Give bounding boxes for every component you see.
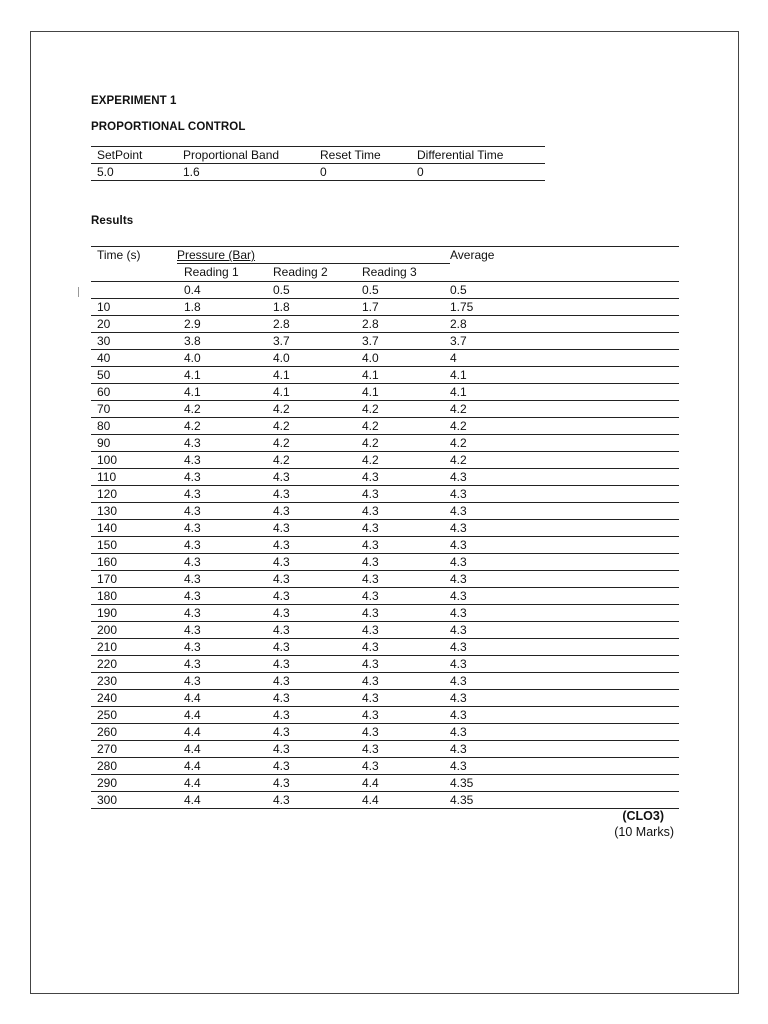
settings-table (91, 146, 545, 181)
time-cell: 140 (97, 521, 118, 535)
table-row (91, 724, 679, 741)
reading-1-cell: 4.4 (184, 742, 201, 756)
reading-2-cell: 4.3 (273, 640, 290, 654)
reading-1-cell: 4.1 (184, 368, 201, 382)
reading-1-header: Reading 1 (184, 265, 239, 279)
table-row (91, 316, 679, 333)
average-cell: 4.3 (450, 759, 467, 773)
average-cell: 4.2 (450, 436, 467, 450)
average-cell: 4.2 (450, 419, 467, 433)
reading-2-cell: 4.3 (273, 691, 290, 705)
average-cell: 4.3 (450, 521, 467, 535)
reading-3-cell: 4.3 (362, 487, 379, 501)
average-cell: 4.3 (450, 708, 467, 722)
average-cell: 4.3 (450, 691, 467, 705)
reading-3-cell: 4.3 (362, 708, 379, 722)
table-row (91, 350, 679, 367)
reading-2-cell: 4.3 (273, 504, 290, 518)
average-cell: 4.35 (450, 776, 474, 790)
table-row (91, 554, 679, 571)
reading-1-cell: 4.1 (184, 385, 201, 399)
reading-1-cell: 0.4 (184, 283, 201, 297)
reading-3-cell: 4.3 (362, 657, 379, 671)
time-cell: 250 (97, 708, 118, 722)
reading-3-cell: 4.2 (362, 436, 379, 450)
table-row (91, 537, 679, 554)
time-cell: 20 (97, 317, 111, 331)
reading-3-cell: 0.5 (362, 283, 379, 297)
reading-3-cell: 4.3 (362, 521, 379, 535)
reading-2-cell: 4.3 (273, 793, 290, 807)
time-cell: 90 (97, 436, 111, 450)
reading-2-cell: 1.8 (273, 300, 290, 314)
table-row (91, 605, 679, 622)
time-cell: 70 (97, 402, 111, 416)
reading-2-cell: 4.3 (273, 708, 290, 722)
reading-2-cell: 4.2 (273, 419, 290, 433)
reading-3-cell: 1.7 (362, 300, 379, 314)
time-cell: 180 (97, 589, 118, 603)
time-cell: 40 (97, 351, 111, 365)
time-cell: 120 (97, 487, 118, 501)
time-cell: 240 (97, 691, 118, 705)
reading-1-cell: 4.3 (184, 436, 201, 450)
reading-1-cell: 4.3 (184, 572, 201, 586)
reading-2-cell: 4.3 (273, 487, 290, 501)
reading-1-cell: 4.4 (184, 708, 201, 722)
average-cell: 4.3 (450, 623, 467, 637)
table-row (91, 588, 679, 605)
table-row (91, 469, 679, 486)
reading-1-cell: 4.4 (184, 691, 201, 705)
reading-2-cell: 3.7 (273, 334, 290, 348)
reading-1-cell: 4.3 (184, 640, 201, 654)
section-title: PROPORTIONAL CONTROL (91, 121, 246, 133)
average-cell: 0.5 (450, 283, 467, 297)
table-row (91, 401, 679, 418)
reading-1-cell: 4.4 (184, 793, 201, 807)
average-cell: 4.3 (450, 606, 467, 620)
reading-2-cell: 2.8 (273, 317, 290, 331)
reading-1-cell: 4.0 (184, 351, 201, 365)
reading-2-header: Reading 2 (273, 265, 328, 279)
results-header-row-2 (91, 264, 679, 282)
time-cell: 150 (97, 538, 118, 552)
results-body (91, 282, 679, 809)
table-row (91, 282, 679, 299)
table-row (91, 690, 679, 707)
average-cell: 1.75 (450, 300, 474, 314)
average-cell: 4.1 (450, 368, 467, 382)
time-cell: 60 (97, 385, 111, 399)
reading-1-cell: 4.4 (184, 725, 201, 739)
reading-2-cell: 4.3 (273, 555, 290, 569)
reading-2-cell: 4.1 (273, 368, 290, 382)
time-header: Time (s) (97, 248, 141, 262)
differential-time-value: 0 (417, 165, 424, 179)
time-cell: 30 (97, 334, 111, 348)
results-title: Results (91, 215, 134, 227)
differential-time-header: Differential Time (417, 148, 504, 162)
table-row (91, 775, 679, 792)
reading-2-cell: 4.2 (273, 436, 290, 450)
reset-time-header: Reset Time (320, 148, 381, 162)
proportional-band-header: Proportional Band (183, 148, 280, 162)
reading-3-cell: 4.3 (362, 589, 379, 603)
time-cell: 80 (97, 419, 111, 433)
table-row (91, 503, 679, 520)
average-cell: 4.3 (450, 572, 467, 586)
reading-1-cell: 4.4 (184, 776, 201, 790)
reading-2-cell: 4.3 (273, 674, 290, 688)
reading-1-cell: 4.4 (184, 759, 201, 773)
reading-2-cell: 4.3 (273, 538, 290, 552)
setpoint-value: 5.0 (97, 165, 114, 179)
reading-3-cell: 4.1 (362, 385, 379, 399)
reading-2-cell: 4.3 (273, 759, 290, 773)
reading-3-cell: 2.8 (362, 317, 379, 331)
reading-1-cell: 4.3 (184, 623, 201, 637)
average-cell: 4.3 (450, 504, 467, 518)
time-cell: 270 (97, 742, 118, 756)
reading-3-cell: 3.7 (362, 334, 379, 348)
table-row (91, 452, 679, 469)
marks-label: (10 Marks) (614, 825, 674, 839)
reading-1-cell: 4.3 (184, 606, 201, 620)
results-header-row-1 (91, 247, 679, 264)
time-cell: 220 (97, 657, 118, 671)
average-cell: 4.2 (450, 453, 467, 467)
table-row (91, 741, 679, 758)
reading-2-cell: 4.3 (273, 572, 290, 586)
reading-1-cell: 4.3 (184, 521, 201, 535)
reading-1-cell: 4.3 (184, 657, 201, 671)
reading-2-cell: 4.3 (273, 725, 290, 739)
reading-1-cell: 4.3 (184, 538, 201, 552)
reading-1-cell: 2.9 (184, 317, 201, 331)
table-row (91, 622, 679, 639)
average-cell: 4.3 (450, 470, 467, 484)
reading-1-cell: 1.8 (184, 300, 201, 314)
reading-3-cell: 4.3 (362, 674, 379, 688)
reading-1-cell: 4.3 (184, 453, 201, 467)
average-cell: 4.1 (450, 385, 467, 399)
table-row (91, 792, 679, 809)
time-cell: 130 (97, 504, 118, 518)
reading-2-cell: 4.3 (273, 742, 290, 756)
reading-3-cell: 4.3 (362, 725, 379, 739)
table-row (91, 571, 679, 588)
time-cell: 230 (97, 674, 118, 688)
reading-3-header: Reading 3 (362, 265, 417, 279)
table-row (91, 299, 679, 316)
average-cell: 4.3 (450, 589, 467, 603)
reading-1-cell: 4.3 (184, 487, 201, 501)
reading-2-cell: 0.5 (273, 283, 290, 297)
average-cell: 4.3 (450, 725, 467, 739)
average-cell: 4.3 (450, 538, 467, 552)
reset-time-value: 0 (320, 165, 327, 179)
reading-3-cell: 4.2 (362, 453, 379, 467)
reading-3-cell: 4.1 (362, 368, 379, 382)
pressure-header: Pressure (Bar) (177, 248, 256, 262)
reading-3-cell: 4.3 (362, 759, 379, 773)
reading-1-cell: 3.8 (184, 334, 201, 348)
table-row (91, 520, 679, 537)
reading-3-cell: 4.3 (362, 606, 379, 620)
average-cell: 3.7 (450, 334, 467, 348)
reading-3-cell: 4.4 (362, 793, 379, 807)
reading-1-cell: 4.3 (184, 504, 201, 518)
time-cell: 10 (97, 300, 111, 314)
clo-label: (CLO3) (622, 809, 664, 823)
reading-3-cell: 4.2 (362, 402, 379, 416)
time-cell: 300 (97, 793, 118, 807)
table-row (91, 673, 679, 690)
reading-1-cell: 4.3 (184, 470, 201, 484)
reading-3-cell: 4.3 (362, 504, 379, 518)
settings-value-row (91, 164, 545, 180)
reading-1-cell: 4.2 (184, 419, 201, 433)
average-cell: 4.3 (450, 657, 467, 671)
reading-2-cell: 4.3 (273, 589, 290, 603)
time-cell: 100 (97, 453, 118, 467)
reading-2-cell: 4.2 (273, 402, 290, 416)
table-row (91, 435, 679, 452)
settings-header-row (91, 147, 545, 164)
margin-marker (78, 287, 79, 297)
time-cell: 210 (97, 640, 118, 654)
time-cell: 110 (97, 470, 117, 484)
time-cell: 290 (97, 776, 118, 790)
reading-1-cell: 4.3 (184, 555, 201, 569)
reading-2-cell: 4.3 (273, 470, 290, 484)
reading-1-cell: 4.3 (184, 674, 201, 688)
reading-3-cell: 4.3 (362, 572, 379, 586)
results-table (91, 246, 679, 809)
experiment-title: EXPERIMENT 1 (91, 95, 177, 107)
time-cell: 160 (97, 555, 118, 569)
reading-3-cell: 4.3 (362, 742, 379, 756)
average-cell: 4.3 (450, 487, 467, 501)
reading-3-cell: 4.3 (362, 691, 379, 705)
table-row (91, 656, 679, 673)
reading-2-cell: 4.3 (273, 623, 290, 637)
reading-3-cell: 4.3 (362, 623, 379, 637)
average-cell: 2.8 (450, 317, 467, 331)
average-cell: 4 (450, 351, 457, 365)
table-row (91, 418, 679, 435)
reading-1-cell: 4.2 (184, 402, 201, 416)
reading-2-cell: 4.2 (273, 453, 290, 467)
time-cell: 50 (97, 368, 111, 382)
average-cell: 4.35 (450, 793, 474, 807)
reading-3-cell: 4.3 (362, 555, 379, 569)
table-row (91, 707, 679, 724)
average-cell: 4.2 (450, 402, 467, 416)
reading-3-cell: 4.3 (362, 538, 379, 552)
time-cell: 200 (97, 623, 118, 637)
table-row (91, 486, 679, 503)
reading-3-cell: 4.4 (362, 776, 379, 790)
table-row (91, 367, 679, 384)
reading-1-cell: 4.3 (184, 589, 201, 603)
reading-3-cell: 4.3 (362, 640, 379, 654)
table-row (91, 758, 679, 775)
average-cell: 4.3 (450, 555, 467, 569)
reading-3-cell: 4.2 (362, 419, 379, 433)
reading-3-cell: 4.3 (362, 470, 379, 484)
table-row (91, 639, 679, 656)
average-cell: 4.3 (450, 674, 467, 688)
time-cell: 260 (97, 725, 118, 739)
time-cell: 190 (97, 606, 118, 620)
time-cell: 280 (97, 759, 118, 773)
reading-3-cell: 4.0 (362, 351, 379, 365)
reading-2-cell: 4.3 (273, 776, 290, 790)
time-cell: 170 (97, 572, 118, 586)
average-cell: 4.3 (450, 640, 467, 654)
setpoint-header: SetPoint (97, 148, 143, 162)
reading-2-cell: 4.3 (273, 657, 290, 671)
table-row (91, 333, 679, 350)
reading-2-cell: 4.0 (273, 351, 290, 365)
reading-2-cell: 4.3 (273, 521, 290, 535)
proportional-band-value: 1.6 (183, 165, 200, 179)
table-row (91, 384, 679, 401)
reading-2-cell: 4.3 (273, 606, 290, 620)
average-header: Average (450, 248, 495, 262)
reading-2-cell: 4.1 (273, 385, 290, 399)
average-cell: 4.3 (450, 742, 467, 756)
